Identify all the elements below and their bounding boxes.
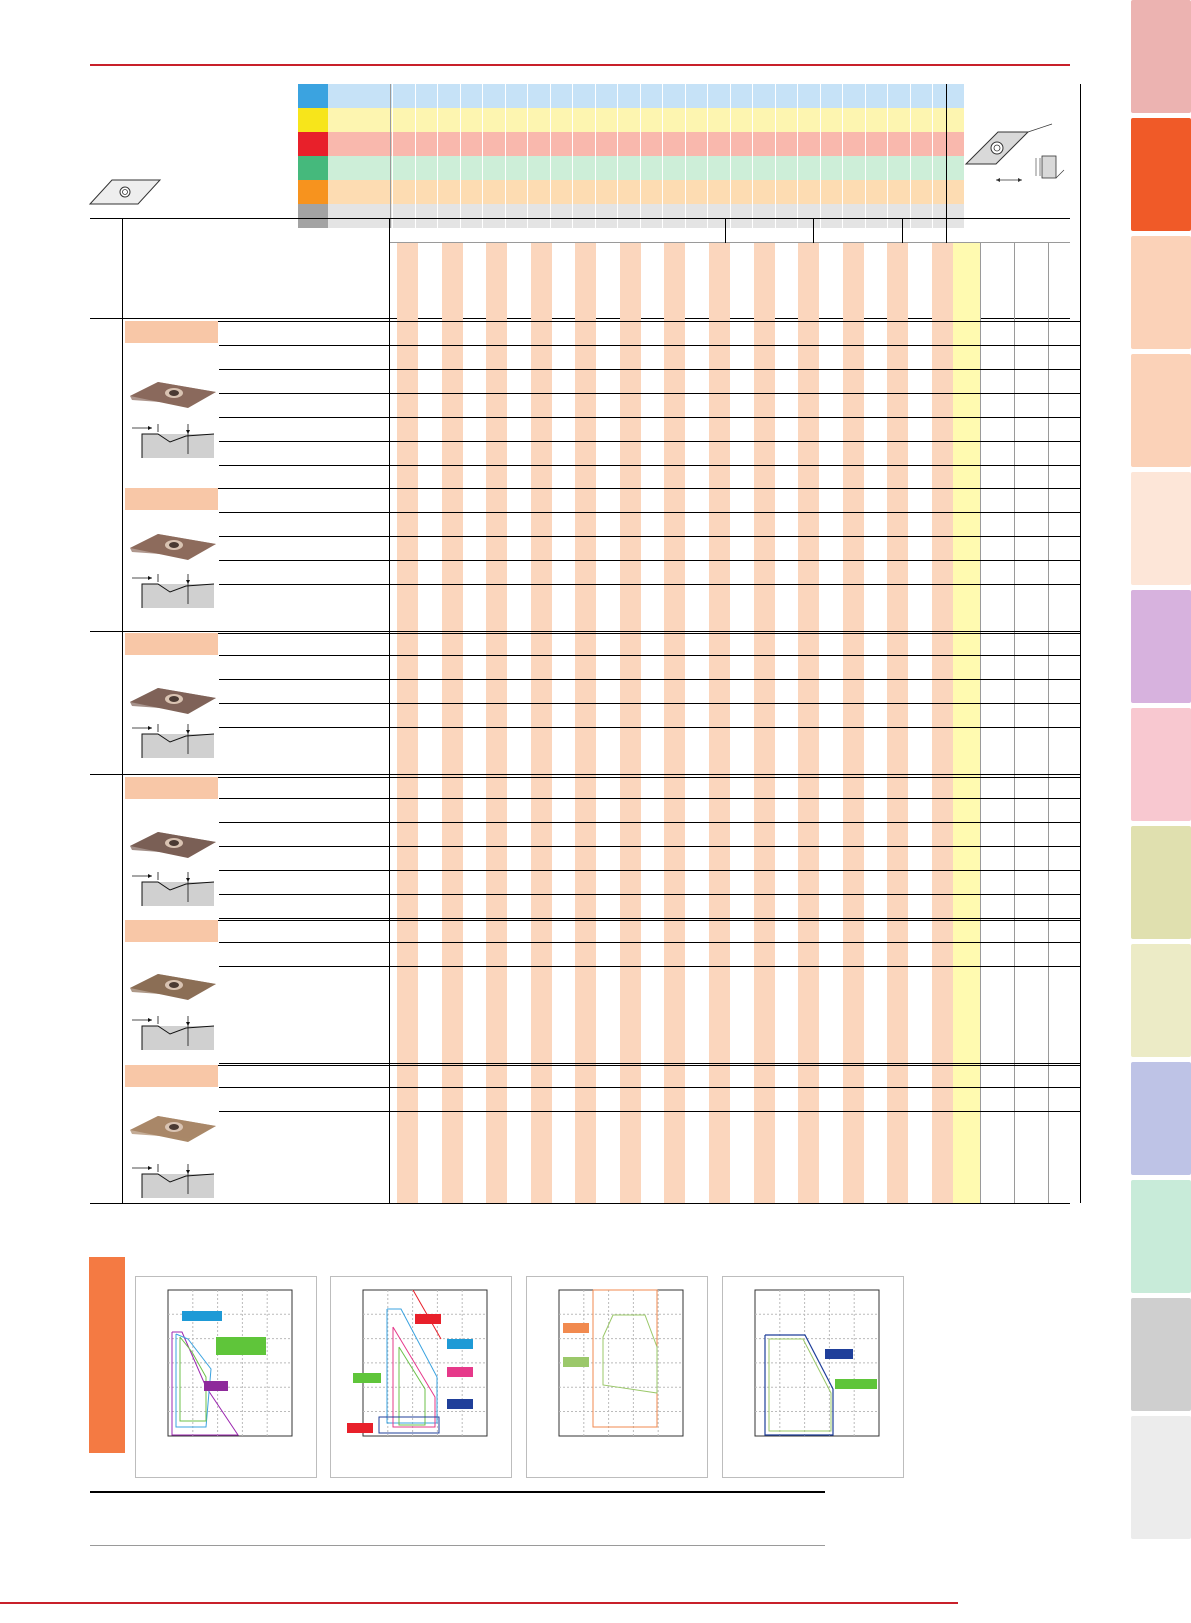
table-top-rule [90, 218, 1070, 219]
table-row-line [125, 920, 1080, 921]
side-tab-4[interactable] [1131, 354, 1191, 467]
band-grid-line [685, 84, 686, 228]
table-bottom-rule [90, 1203, 1070, 1204]
table-col-divider-7 [980, 242, 981, 1203]
rhombus-insert-icon [88, 177, 162, 207]
notes-top-rule [90, 1491, 825, 1493]
side-tab-13[interactable] [1131, 1416, 1191, 1539]
series-label-6[interactable] [125, 1065, 218, 1087]
chart-plot [527, 1277, 707, 1477]
band-grid-line [415, 84, 416, 228]
table-row-line [219, 703, 1080, 704]
table-row-line [219, 679, 1080, 680]
band-grid-line [390, 84, 391, 228]
insert-dimension-diagram-icon [962, 120, 1067, 200]
swatch-blue [298, 84, 328, 108]
table-col-divider-2 [389, 218, 390, 1203]
table-row-line [219, 393, 1080, 394]
band-grid-line [662, 84, 663, 228]
grade-stripe [843, 243, 864, 1203]
table-row-line [219, 512, 1080, 513]
carbide-insert-photo-icon [128, 530, 218, 564]
table-col-divider-1 [122, 218, 123, 1203]
grade-stripe [397, 243, 418, 1203]
table-row-line [219, 942, 1080, 943]
band-grid-line [752, 84, 753, 228]
footer-rule [0, 1602, 958, 1604]
table-row-line [219, 536, 1080, 537]
table-row-line [125, 321, 1080, 322]
carbide-insert-photo-icon [128, 970, 218, 1004]
series-label-5[interactable] [125, 920, 218, 942]
table-row-line [219, 560, 1080, 561]
notes-bottom-rule [90, 1545, 825, 1546]
table-row-line [125, 777, 1080, 778]
band-yellow [328, 108, 964, 132]
band-blue [328, 84, 964, 108]
table-row-line [219, 774, 1080, 775]
band-grid-line [550, 84, 551, 228]
chipbreaker-range-chart-icon [135, 1276, 317, 1478]
side-tab-1[interactable] [1131, 0, 1191, 113]
side-tab-11[interactable] [1131, 1180, 1191, 1293]
band-grid-line [392, 84, 393, 228]
band-grid-line [842, 84, 843, 228]
swatch-orange [298, 180, 328, 204]
carbide-insert-photo-icon [128, 828, 218, 862]
chipbreaker-profile-icon [128, 868, 218, 908]
table-row-line [219, 918, 1080, 919]
band-grid-line [595, 84, 596, 228]
carbide-insert-photo-icon [128, 684, 218, 718]
band-grid-line [482, 84, 483, 228]
chart-section-tab [89, 1257, 125, 1453]
band-green [328, 156, 964, 180]
band-grid-line [797, 84, 798, 228]
side-tab-2[interactable] [1131, 118, 1191, 231]
chipbreaker-profile-icon [128, 1160, 218, 1200]
band-grid-line [527, 84, 528, 228]
band-grid-line [910, 84, 911, 228]
side-tab-7[interactable] [1131, 708, 1191, 821]
band-grid-line [640, 84, 641, 228]
chipbreaker-range-chart-icon [526, 1276, 708, 1478]
chart-plot [136, 1277, 316, 1477]
band-grid-line [437, 84, 438, 228]
table-row-line [219, 727, 1080, 728]
side-tab-12[interactable] [1131, 1298, 1191, 1411]
band-grid-line [775, 84, 776, 228]
chart-plot [723, 1277, 903, 1477]
band-orange [328, 180, 964, 204]
grade-stripe [575, 243, 596, 1203]
chart-plot [331, 1277, 511, 1477]
table-row-line [219, 1111, 1080, 1112]
side-tab-5[interactable] [1131, 472, 1191, 585]
chipbreaker-range-chart-icon [330, 1276, 512, 1478]
grade-stripe [709, 243, 730, 1203]
grade-stripe [442, 243, 463, 1203]
carbide-insert-photo-icon [128, 378, 218, 412]
table-row-line [219, 441, 1080, 442]
table-row-line [125, 633, 1080, 634]
table-row-line [219, 966, 1080, 967]
table-row-line [219, 1063, 1080, 1064]
table-row-line [219, 846, 1080, 847]
table-row-line [219, 822, 1080, 823]
table-row-line [219, 1087, 1080, 1088]
series-label-4[interactable] [125, 777, 218, 799]
table-col-divider-8 [1014, 242, 1015, 1203]
swatch-red [298, 132, 328, 156]
grade-stripe [754, 243, 775, 1203]
table-row-line [125, 1065, 1080, 1066]
band-grid-line [932, 84, 933, 228]
grade-stripe [932, 243, 953, 1203]
swatch-yellow [298, 108, 328, 132]
table-row-line [219, 417, 1080, 418]
band-grid-line [730, 84, 731, 228]
side-tab-9[interactable] [1131, 944, 1191, 1057]
chipbreaker-profile-icon [128, 570, 218, 610]
side-tab-6[interactable] [1131, 590, 1191, 703]
table-row-line [219, 655, 1080, 656]
header-rule [90, 64, 1070, 66]
grade-stripe [887, 243, 908, 1203]
table-row-line [219, 870, 1080, 871]
band-grid-line [617, 84, 618, 228]
chipbreaker-range-chart-icon [722, 1276, 904, 1478]
table-row-line [219, 631, 1080, 632]
table-row-line [219, 894, 1080, 895]
chipbreaker-profile-icon [128, 1012, 218, 1052]
side-tab-3[interactable] [1131, 236, 1191, 349]
table-row-line [219, 465, 1080, 466]
grade-stripe [486, 243, 507, 1203]
band-red [328, 132, 964, 156]
band-grid-line [572, 84, 573, 228]
band-grid-line [887, 84, 888, 228]
carbide-insert-photo-icon [128, 1112, 218, 1146]
table-row-line [219, 345, 1080, 346]
table-right-edge [1080, 84, 1081, 1203]
side-tab-8[interactable] [1131, 826, 1191, 939]
band-grid-line [460, 84, 461, 228]
table-row-line [219, 584, 1080, 585]
series-label-1[interactable] [125, 321, 218, 343]
table-row-line [219, 369, 1080, 370]
series-label-2[interactable] [125, 488, 218, 510]
band-grid-line [707, 84, 708, 228]
chipbreaker-profile-icon [128, 420, 218, 460]
band-grid-line [505, 84, 506, 228]
grade-stripe [531, 243, 552, 1203]
table-row-line [125, 488, 1080, 489]
grade-stripe [798, 243, 819, 1203]
grade-stripe [620, 243, 641, 1203]
swatch-gray [298, 204, 328, 228]
series-label-3[interactable] [125, 633, 218, 655]
band-gray [328, 204, 964, 228]
band-grid-line [820, 84, 821, 228]
band-grid-line [865, 84, 866, 228]
swatch-green [298, 156, 328, 180]
chipbreaker-profile-icon [128, 720, 218, 760]
table-col-divider-9 [1048, 242, 1049, 1203]
table-row-line [219, 798, 1080, 799]
side-tab-10[interactable] [1131, 1062, 1191, 1175]
grade-stripe [664, 243, 685, 1203]
